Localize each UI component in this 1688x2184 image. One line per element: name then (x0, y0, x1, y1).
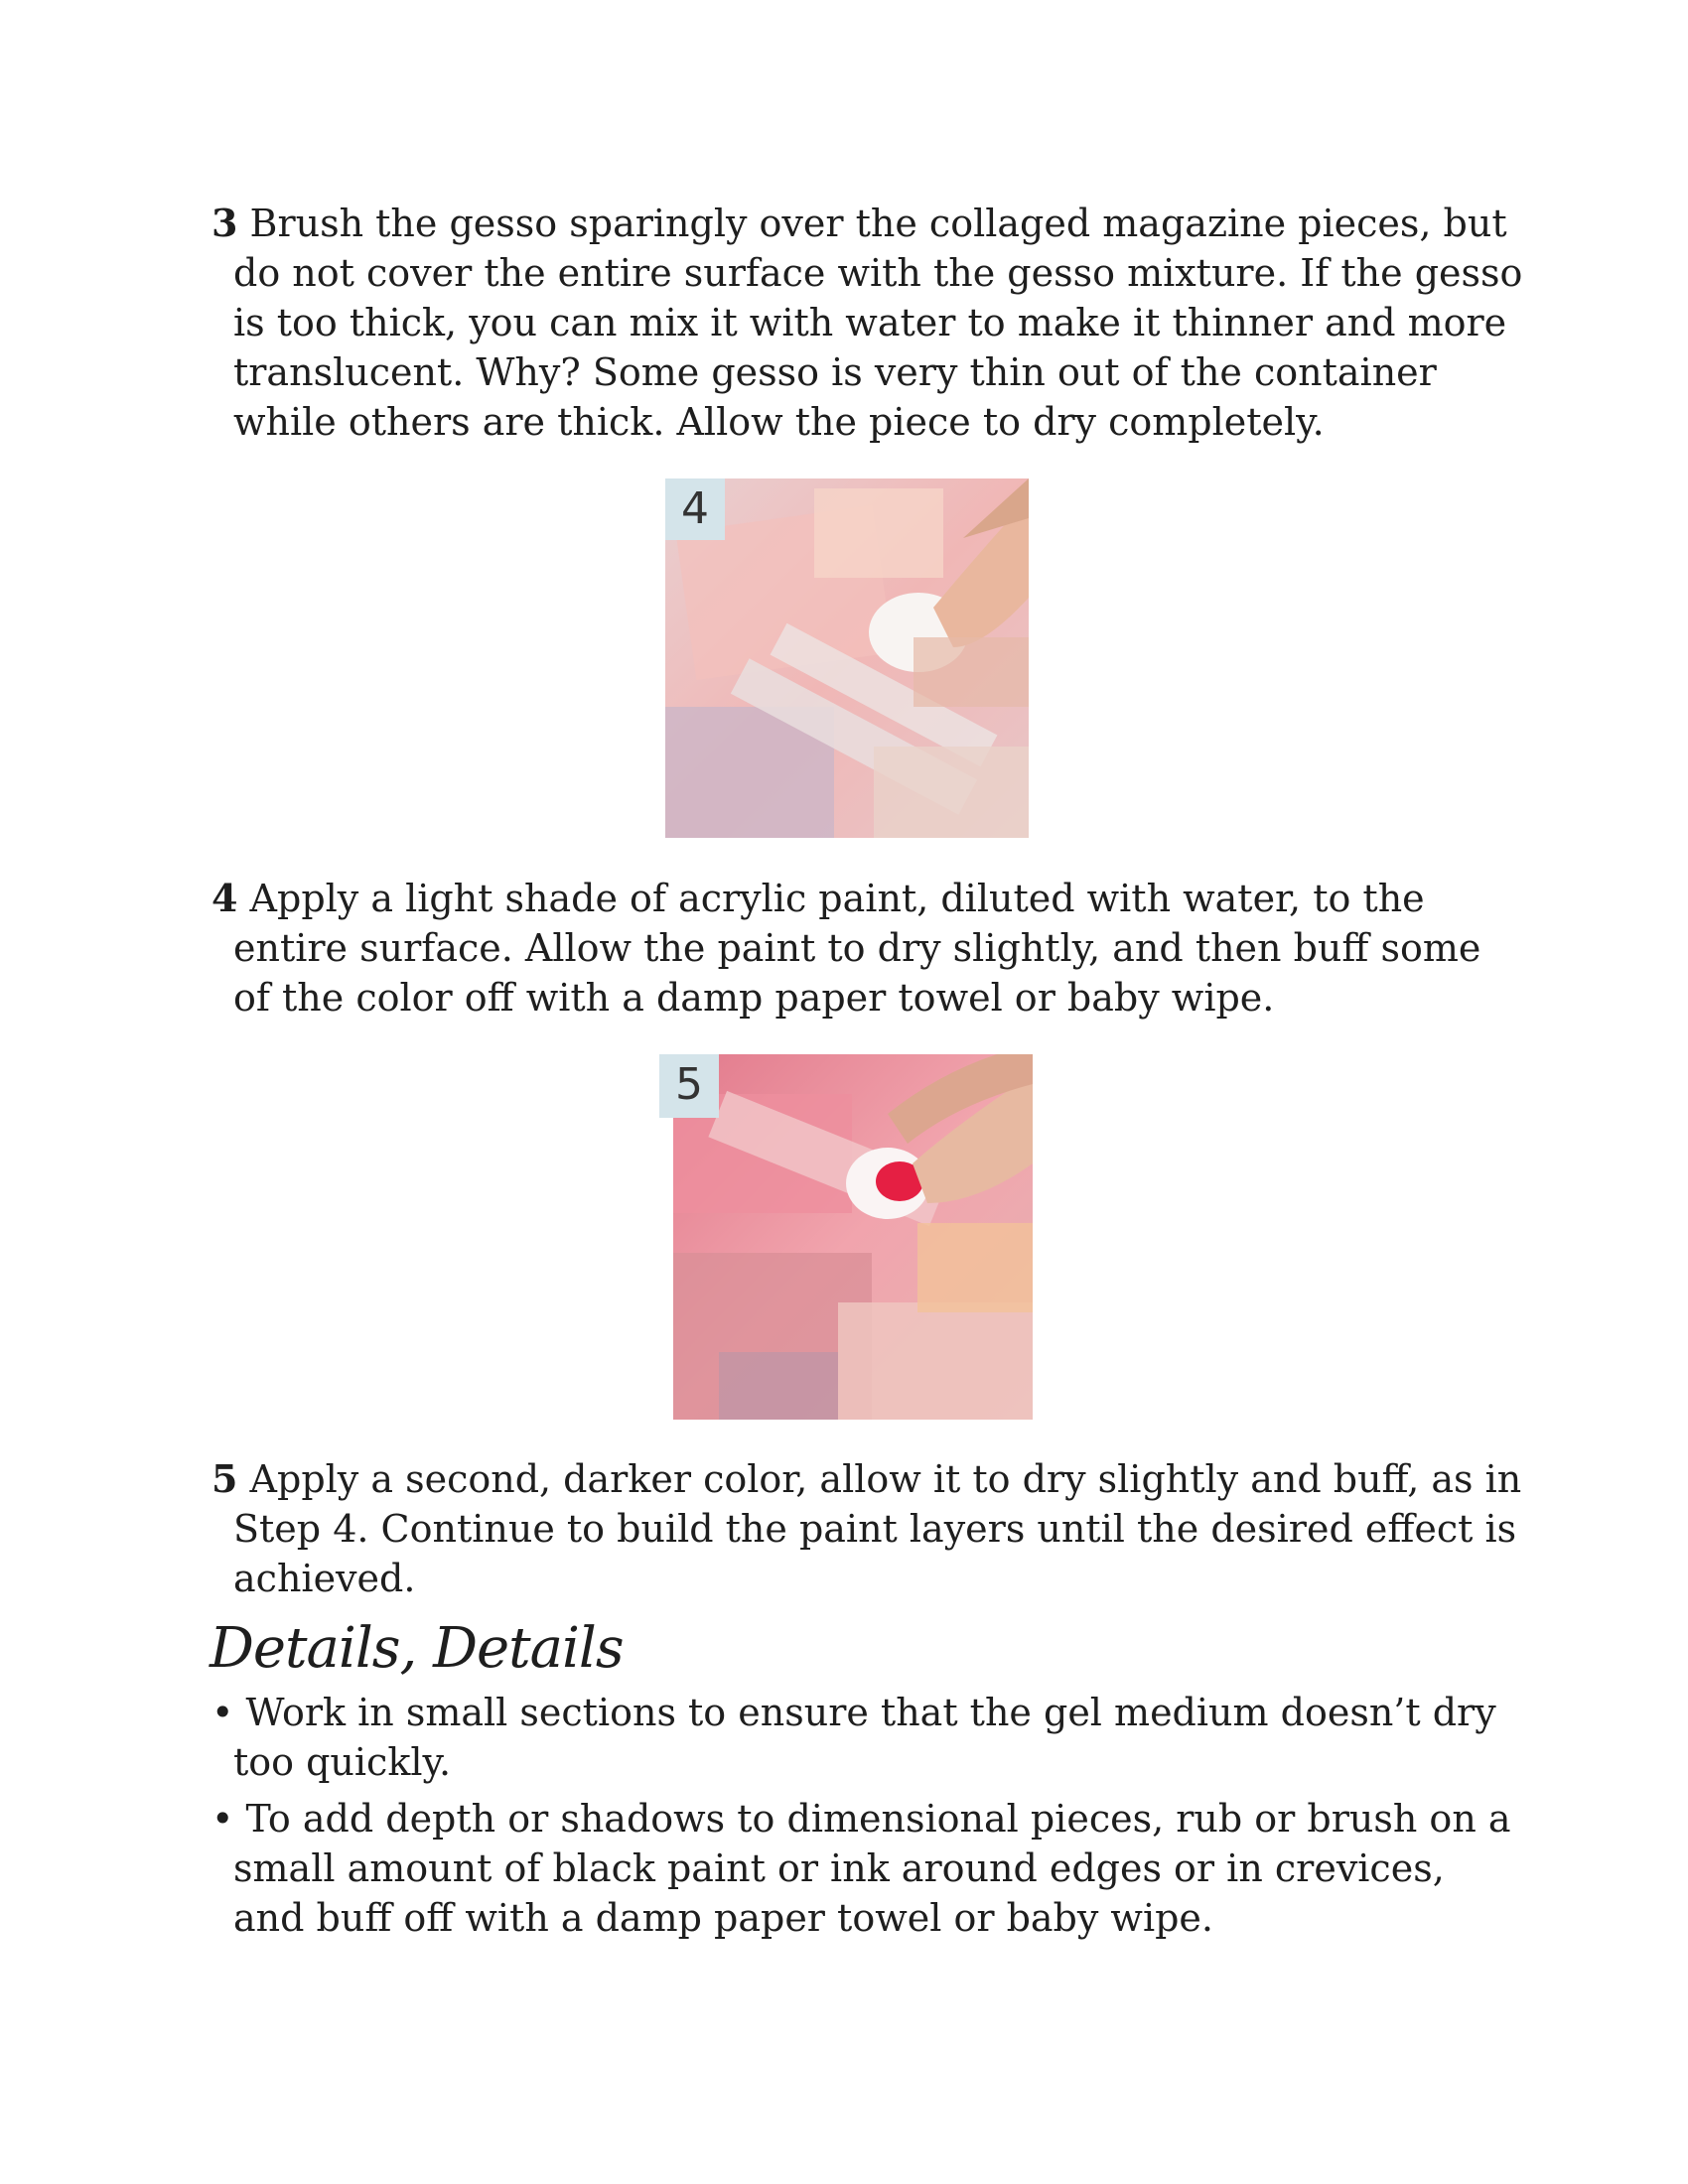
bullet-text: Work in small sections to ensure that the gel medium doesn’t dry too quickly. (233, 1691, 1496, 1784)
bullet-text: To add depth or shadows to dimensional pieces, rub or brush on a small amount of black paint or ink around edges or in crevices, and buff off with a damp paper towel or baby wipe. (233, 1797, 1511, 1940)
step-4 (211, 874, 1524, 1023)
step-3 (211, 199, 1524, 447)
details-bullet (211, 1688, 1524, 1787)
step-text: Apply a light shade of acrylic paint, diluted with water, to the entire surface. Allow the paint to dry slightly, and then buff some of the color off with a damp paper towel or baby wipe. (233, 877, 1481, 1020)
details-heading: Details, Details (210, 1616, 624, 1681)
step-5-photo (659, 1054, 1033, 1420)
bullet-marker: • (211, 1797, 246, 1841)
step-5 (211, 1454, 1524, 1603)
step-4-photo (665, 478, 1029, 838)
photo-badge: 5 (659, 1054, 719, 1118)
step-number: 5 (211, 1456, 238, 1501)
bullet-marker: • (211, 1691, 246, 1734)
step-number: 4 (211, 876, 238, 920)
photo-badge: 4 (665, 478, 725, 540)
details-bullet (211, 1794, 1524, 1943)
step-text: Apply a second, darker color, allow it to dry slightly and buff, as in Step 4. Continue to build the paint layers until the desired effect is achieved. (233, 1457, 1522, 1600)
step-text: Brush the gesso sparingly over the collaged magazine pieces, but do not cover the entire surface with the gesso mixture. If the gesso is too thick, you can mix it with water to make it thinner and more translucent. Why? Some gesso is very thin out of the container while others are thick. Allow the piece to dry completely. (233, 202, 1523, 444)
step-number: 3 (211, 201, 238, 245)
